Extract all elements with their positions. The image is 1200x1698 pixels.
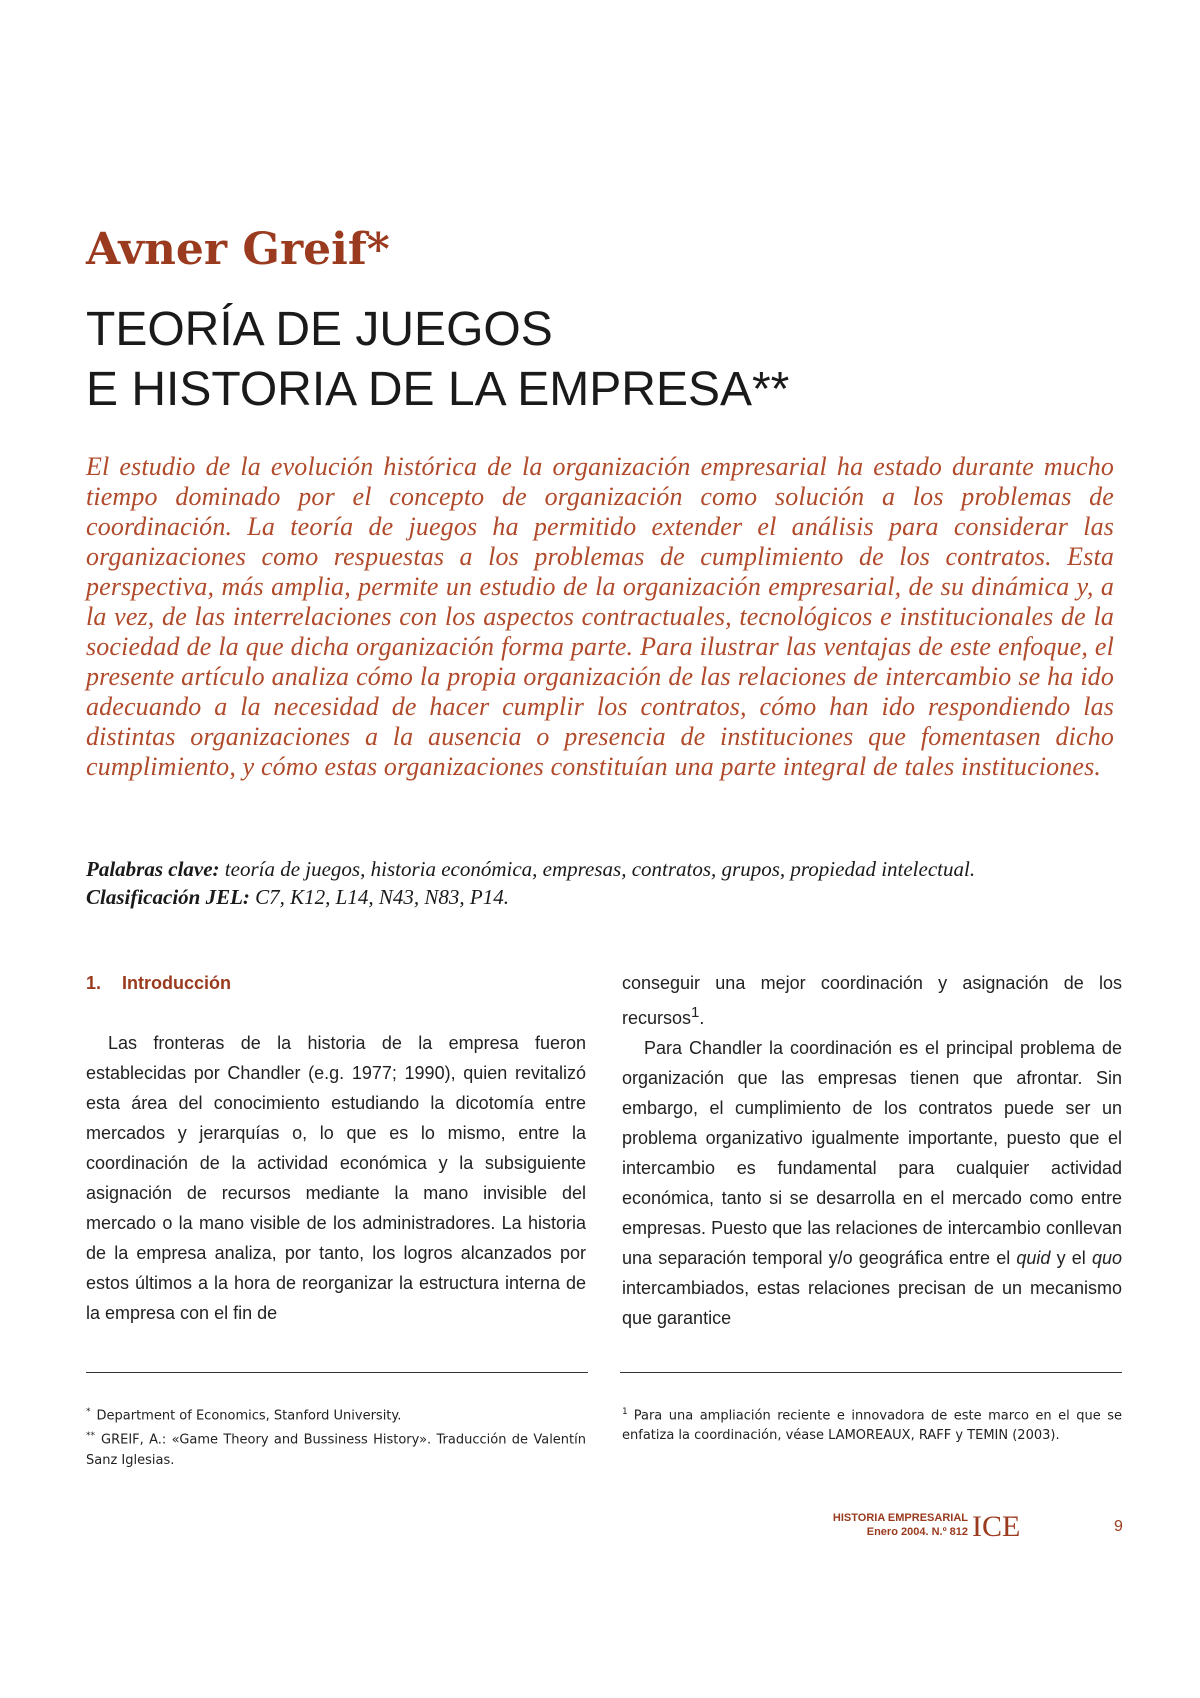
paragraph-intro: Las fronteras de la historia de la empresa fueron establecidas por Chandler (e.g. 1977; 1990), quien revitalizó esta área del conocimiento estudiando la dicotomía entre mercados y jerarquías o, lo que es lo mismo, entre la coordinación de la actividad económica y la subsiguiente asignación de recursos mediante la mano invisible del mercado o la mano visible de los administradores. La historia de la empresa analiza, por tanto, los logros alcanzados por estos últimos a la hora de reorganizar la estructura interna de la empresa con el fin de (86, 1033, 586, 1323)
jel-label: Clasificación JEL: (86, 885, 250, 909)
footnotes-right (622, 1402, 1122, 1446)
p2-and: y el (1050, 1248, 1092, 1268)
footer-series: HISTORIA EMPRESARIAL (832, 1512, 968, 1524)
paragraph-chandler (622, 1033, 1122, 1333)
footnote-translation (86, 1426, 586, 1470)
paragraph-continuation (622, 968, 1122, 1033)
footnote-text: GREIF, A.: «Game Theory and Bussiness History». Traducción de Valentín Sanz Iglesias. (86, 1432, 586, 1468)
keywords-label: Palabras clave: (86, 857, 220, 881)
keywords-line (86, 855, 975, 883)
author-name: Avner Greif* (86, 224, 390, 275)
title-line-1: TEORÍA DE JUEGOS (86, 303, 553, 356)
footnote-affiliation (86, 1402, 586, 1426)
keywords-block (86, 855, 975, 911)
continuation-end: . (699, 1008, 705, 1028)
continuation-text: conseguir una mejor coordinación y asignación de los recursos (622, 973, 1122, 1028)
footnote-divider-right (620, 1372, 1122, 1373)
section-heading (86, 968, 586, 998)
section-title: Introducción (122, 973, 231, 993)
footnote-mark: 1 (622, 1407, 628, 1417)
footnotes-left (86, 1402, 586, 1471)
article-title (86, 300, 789, 420)
footnote-text: Department of Economics, Stanford University. (96, 1408, 402, 1424)
right-column (622, 968, 1122, 1333)
abstract: El estudio de la evolución histórica de la organización empresarial ha estado durante mucho tiempo dominado por el concepto de organización como solución a los problemas de coordinación. La teoría de juegos ha permitido extender el análisis para considerar las organizaciones como respuestas a los problemas de cumplimiento de los contratos. Esta perspectiva, más amplia, permite un estudio de la organización empresarial, de su dinámica y, a la vez, de las interrelaciones con los aspectos contractuales, tecnológicos e institucionales de la sociedad de la que dicha organización forma parte. Para ilustrar las ventajas de este enfoque, el presente artículo analiza cómo la propia organización de las relaciones de intercambio se ha ido adecuando a la necesidad de hacer cumplir los contratos, cómo han ido respondiendo las distintas organizaciones a la ausencia o presencia de instituciones que fomentasen dicho cumplimiento, y cómo estas organizaciones constituían una parte integral de tales instituciones. (86, 452, 1114, 781)
left-column (86, 968, 586, 1328)
p2-quid: quid (1016, 1248, 1051, 1268)
keywords-value: teoría de juegos, historia económica, empresas, contratos, grupos, propiedad intelectual. (224, 857, 976, 881)
footnote-ref[interactable]: 1 (691, 1004, 700, 1021)
section-number: 1. (86, 973, 102, 993)
footer-issue: Enero 2004. N.º 812 (866, 1526, 968, 1538)
page-number: 9 (1114, 1518, 1123, 1535)
p2-part1: Para Chandler la coordinación es el principal problema de organización que las empresas tienen que afrontar. Sin embargo, el cumplimiento de los contratos puede ser un problema organizativo igualmente importante, puesto que el intercambio es fundamental para cualquier actividad económica, tanto si se desarrolla en el mercado como entre empresas. Puesto que las relaciones de intercambio conllevan una separación temporal y/o geográfica entre el (622, 1038, 1122, 1268)
footnote-text: Para una ampliación reciente e innovadora de este marco en el que se enfatiza la coordinación, véase LAMOREAUX, RAFF y TEMIN (2003). (622, 1408, 1122, 1444)
footnote-1 (622, 1402, 1122, 1446)
p2-quo: quo (1091, 1248, 1122, 1268)
footnote-mark: ** (86, 1431, 95, 1442)
page-footer (832, 1510, 1130, 1552)
p2-part2: intercambiados, estas relaciones precisan de un mecanismo que garantice (622, 1278, 1122, 1328)
jel-line (86, 883, 975, 911)
jel-value: C7, K12, L14, N43, N83, P14. (255, 885, 509, 909)
ice-logo: ICE (972, 1510, 1021, 1543)
footnote-mark: * (86, 1407, 91, 1417)
footnote-divider-left (86, 1372, 588, 1373)
title-line-2: E HISTORIA DE LA EMPRESA** (86, 363, 790, 416)
